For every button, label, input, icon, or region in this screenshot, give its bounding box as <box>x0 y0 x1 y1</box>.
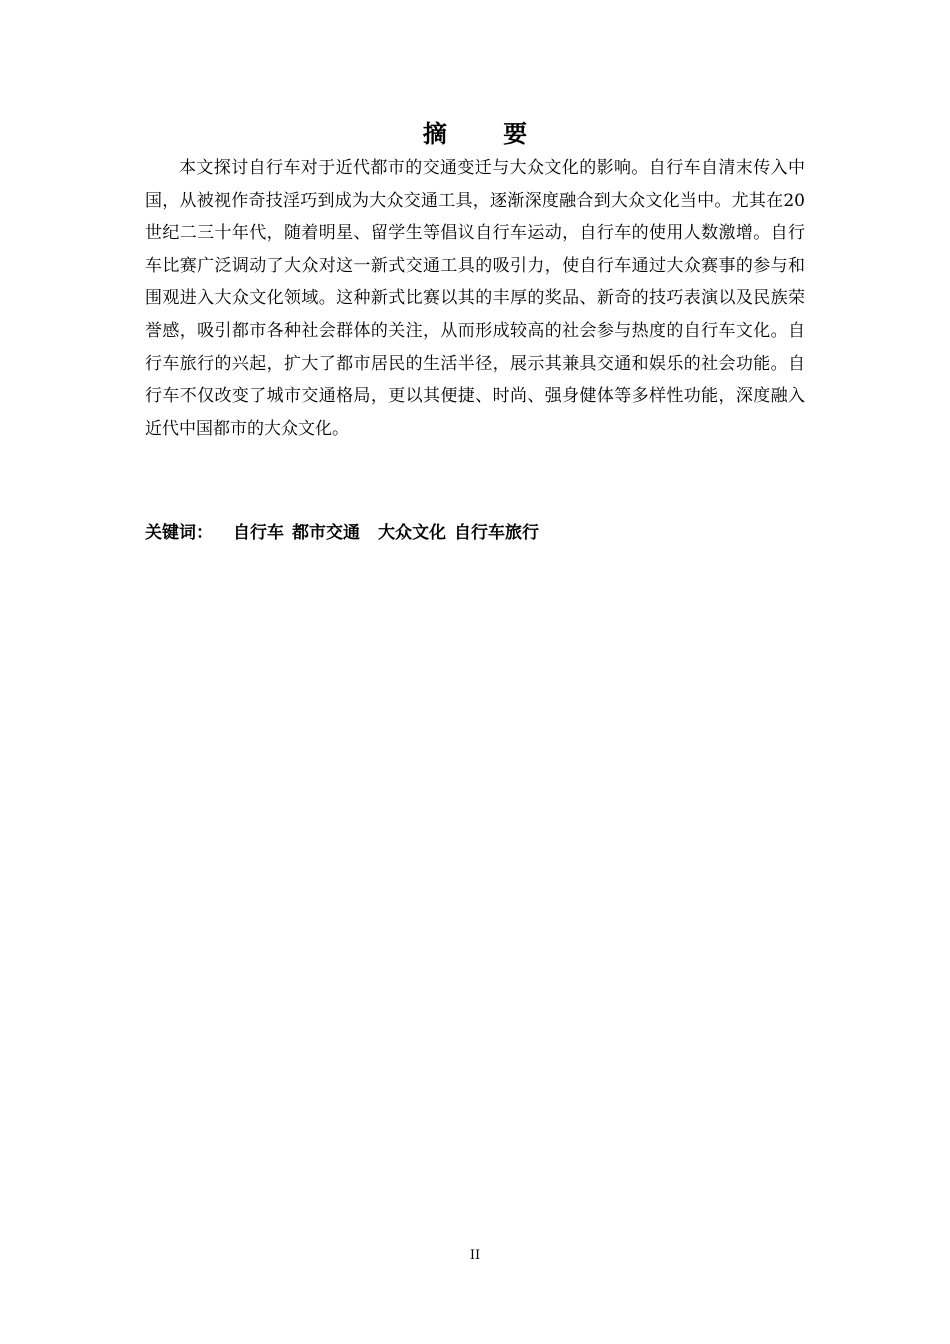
keywords-label: 关键词： <box>145 523 213 543</box>
keyword-item: 都市交通 <box>292 523 360 543</box>
keyword-item: 自行车 <box>233 523 284 543</box>
keyword-item: 自行车旅行 <box>454 523 539 543</box>
keywords-line <box>145 518 805 548</box>
keyword-item: 大众文化 <box>378 523 446 543</box>
abstract-body: 本文探讨自行车对于近代都市的交通变迁与大众文化的影响。自行车自清末传入中国，从被视作奇技淫巧到成为大众交通工具，逐渐深度融合到大众文化当中。尤其在20世纪二三十年代，随着明星、留学生等倡议自行车运动，自行车的使用人数激增。自行车比赛广泛调动了大众对这一新式交通工具的吸引力，使自行车通过大众赛事的参与和围观进入大众文化领域。这种新式比赛以其的丰厚的奖品、新奇的技巧表演以及民族荣誉感，吸引都市各种社会群体的关注，从而形成较高的社会参与热度的自行车文化。自行车旅行的兴起，扩大了都市居民的生活半径，展示其兼具交通和娱乐的社会功能。自行车不仅改变了城市交通格局，更以其便捷、时尚、强身健体等多样性功能，深度融入近代中国都市的大众文化。 <box>145 158 805 439</box>
page-number: II <box>469 1248 481 1263</box>
abstract-title: 摘 要 <box>422 120 552 148</box>
